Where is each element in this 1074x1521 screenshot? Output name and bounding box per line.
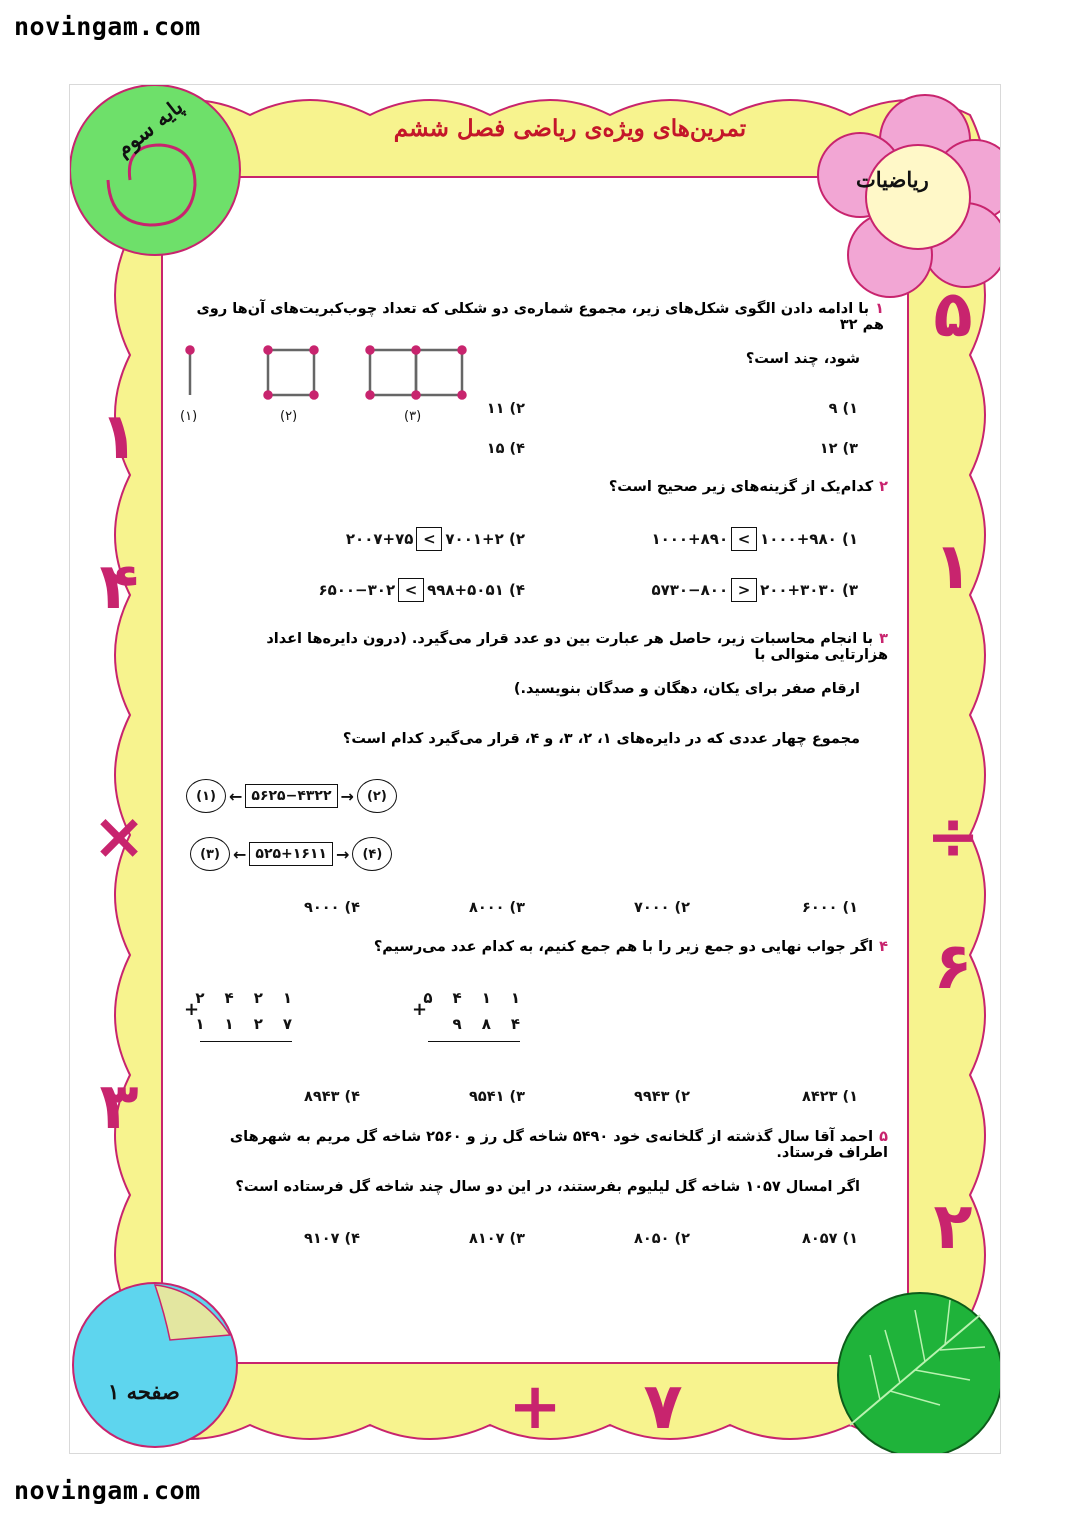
option[interactable]: ۱) ۸۰۵۷: [802, 1231, 858, 1247]
digit: ۲: [253, 1015, 263, 1033]
page-title: تمرین‌های ویژه‌ی ریاضی فصل ششم: [393, 115, 747, 142]
option[interactable]: ۴) ۹۰۰۰: [304, 900, 360, 916]
comparison-option[interactable]: [651, 578, 858, 602]
option[interactable]: ۴) ۹۱۰۷: [304, 1231, 360, 1247]
comparison-option[interactable]: [318, 578, 525, 602]
option[interactable]: ۲) ۹۹۴۳: [634, 1089, 690, 1105]
digit: ۴: [510, 1015, 520, 1033]
sum-line: [428, 1041, 520, 1042]
figure-label: (۳): [404, 409, 422, 424]
digit: ۱: [481, 989, 491, 1007]
option[interactable]: ۲) ۱۱: [486, 401, 525, 417]
figure-label: (۱): [180, 409, 198, 424]
option[interactable]: ۱) ۸۴۲۳: [802, 1089, 858, 1105]
ball-icon: [73, 1283, 237, 1447]
question-text: با ادامه دادن الگوی شکل‌های زیر، مجموع شماره‌ی دو شکلی که تعداد چوب‌کبریت‌های آن‌ها روی هم ۳۲: [196, 301, 884, 333]
digit: ۱: [224, 1015, 234, 1033]
option[interactable]: ۴) ۸۹۴۳: [304, 1089, 360, 1105]
answer-circle[interactable]: (۳): [190, 837, 230, 871]
digit: ۲: [253, 989, 263, 1007]
question-3-cont: ارقام صفر برای یکان، دهگان و صدگان بنویسید.): [513, 681, 860, 697]
arrow-left-icon: ←: [233, 844, 247, 864]
digit: ۷: [282, 1015, 292, 1033]
arrow-right-icon: →: [340, 786, 354, 806]
expression-box: ۵۶۲۵−۴۳۲۲: [245, 784, 337, 808]
comparison-right: ۱۰۰۰+۸۹۰: [651, 530, 729, 548]
range-chain: [190, 837, 392, 871]
comparison-right: ۶۵۰۰−۳۰۲: [318, 581, 396, 599]
digit: ۵: [423, 989, 433, 1007]
comparison-left: ۲۰۰+۳۰۳۰: [760, 581, 837, 599]
decorative-frame: [70, 85, 1000, 1453]
border-number: ÷: [926, 800, 980, 874]
question-5-cont: اگر امسال ۱۰۵۷ شاخه گل لیلیوم بفرستند، در این دو سال چند شاخه گل فرستاده است؟: [235, 1179, 860, 1195]
plus-icon: +: [412, 999, 428, 1020]
arrow-right-icon: →: [335, 844, 350, 864]
question-5: [198, 1129, 888, 1161]
question-text: با انجام محاسبات زیر، حاصل هر عبارت بین دو عدد قرار می‌گیرد. (درون دایره‌ها اعداد هزارتایی متوالی با: [266, 631, 888, 663]
question-3: [198, 631, 888, 663]
addition-problem: [412, 989, 520, 1042]
watermark-top: novingam.com: [14, 12, 201, 41]
comparison-left: ۷۰۰۱+۲: [445, 530, 504, 548]
answer-circle[interactable]: (۱): [186, 779, 226, 813]
option-number: ۴): [508, 581, 525, 599]
border-number: +: [508, 1370, 562, 1444]
comparison-sign: >: [416, 527, 442, 551]
border-number: ۴: [99, 550, 139, 624]
question-number: ۴: [879, 939, 888, 955]
arrow-left-icon: ←: [229, 786, 243, 806]
question-4: [198, 939, 888, 955]
digit: ۴: [452, 989, 462, 1007]
question-number: ۵: [879, 1129, 888, 1145]
comparison-left: ۹۹۸+۵۰۵۱: [427, 581, 504, 599]
option-number: ۲): [508, 530, 525, 548]
border-number: ۱: [99, 400, 139, 474]
border-number: ×: [92, 800, 146, 874]
question-3-cont: مجموع چهار عددی که در دایره‌های ۱، ۲، ۳، و ۴، قرار می‌گیرد کدام است؟: [342, 731, 860, 747]
comparison-option[interactable]: [651, 527, 858, 551]
option[interactable]: ۳) ۱۲: [819, 441, 858, 457]
option[interactable]: ۱) ۹: [828, 401, 858, 417]
digit: ۲: [195, 989, 205, 1007]
plus-icon: +: [184, 999, 200, 1020]
question-number: ۳: [879, 631, 888, 647]
option[interactable]: ۳) ۸۱۰۷: [469, 1231, 525, 1247]
border-number: ۶: [933, 930, 973, 1004]
border-number: ۱: [933, 530, 973, 604]
comparison-right: ۲۰۰۷+۷۵: [345, 530, 414, 548]
question-text: احمد آقا سال گذشته از گلخانه‌ی خود ۵۴۹۰ شاخه گل رز و ۲۵۶۰ شاخه گل مریم به شهرهای اطراف فرستاد.: [229, 1129, 888, 1161]
page-number: صفحه ۱: [108, 1379, 180, 1404]
digit: ۱: [510, 989, 520, 1007]
option[interactable]: ۲) ۷۰۰۰: [634, 900, 690, 916]
border-number: ۳: [99, 1070, 139, 1144]
option[interactable]: ۴) ۱۵: [486, 441, 525, 457]
question-number: ۲: [879, 479, 888, 495]
comparison-sign: >: [398, 578, 424, 602]
comparison-right: ۵۷۳۰−۸۰۰: [651, 581, 729, 599]
option-number: ۱): [841, 530, 858, 548]
question-text: اگر جواب نهایی دو جمع زیر را با هم جمع کنیم، به کدام عدد می‌رسیم؟: [373, 939, 874, 955]
digit: ۱: [195, 1015, 205, 1033]
comparison-sign: <: [731, 578, 757, 602]
question-2: [198, 479, 888, 495]
figure-label: (۲): [280, 409, 298, 424]
comparison-option[interactable]: [346, 527, 525, 551]
option[interactable]: ۱) ۶۰۰۰: [802, 900, 858, 916]
question-1-cont: شود، چند است؟: [745, 351, 860, 367]
answer-circle[interactable]: (۲): [357, 779, 397, 813]
range-chain: [186, 779, 397, 813]
expression-box: ۵۲۵+۱۶۱۱: [249, 842, 333, 866]
worksheet: [69, 84, 1001, 1454]
option[interactable]: ۳) ۹۵۴۱: [469, 1089, 525, 1105]
comparison-sign: >: [731, 527, 757, 551]
option-number: ۳): [841, 581, 858, 599]
comparison-left: ۱۰۰۰+۹۸۰: [760, 530, 837, 548]
question-text: کدام‌یک از گزینه‌های زیر صحیح است؟: [608, 479, 874, 495]
answer-circle[interactable]: (۴): [352, 837, 392, 871]
option[interactable]: ۳) ۸۰۰۰: [469, 900, 525, 916]
watermark-bottom: novingam.com: [14, 1476, 201, 1505]
digit: ۱: [282, 989, 292, 1007]
leaf-icon: [838, 1293, 1000, 1453]
sum-line: [200, 1041, 292, 1042]
question-number: ۱: [875, 301, 884, 317]
border-number: ۲: [933, 1190, 973, 1264]
digit: ۸: [481, 1015, 491, 1033]
digit: ۴: [224, 989, 234, 1007]
addition-problem: [184, 989, 292, 1042]
option[interactable]: ۲) ۸۰۵۰: [634, 1231, 690, 1247]
subject-label: ریاضیات: [856, 167, 929, 192]
digit: ۹: [452, 1015, 462, 1033]
border-number: ۷: [643, 1370, 683, 1444]
border-number: ۵: [933, 278, 973, 352]
grade-label: پایه سوم: [110, 93, 188, 162]
question-1: [194, 301, 884, 333]
